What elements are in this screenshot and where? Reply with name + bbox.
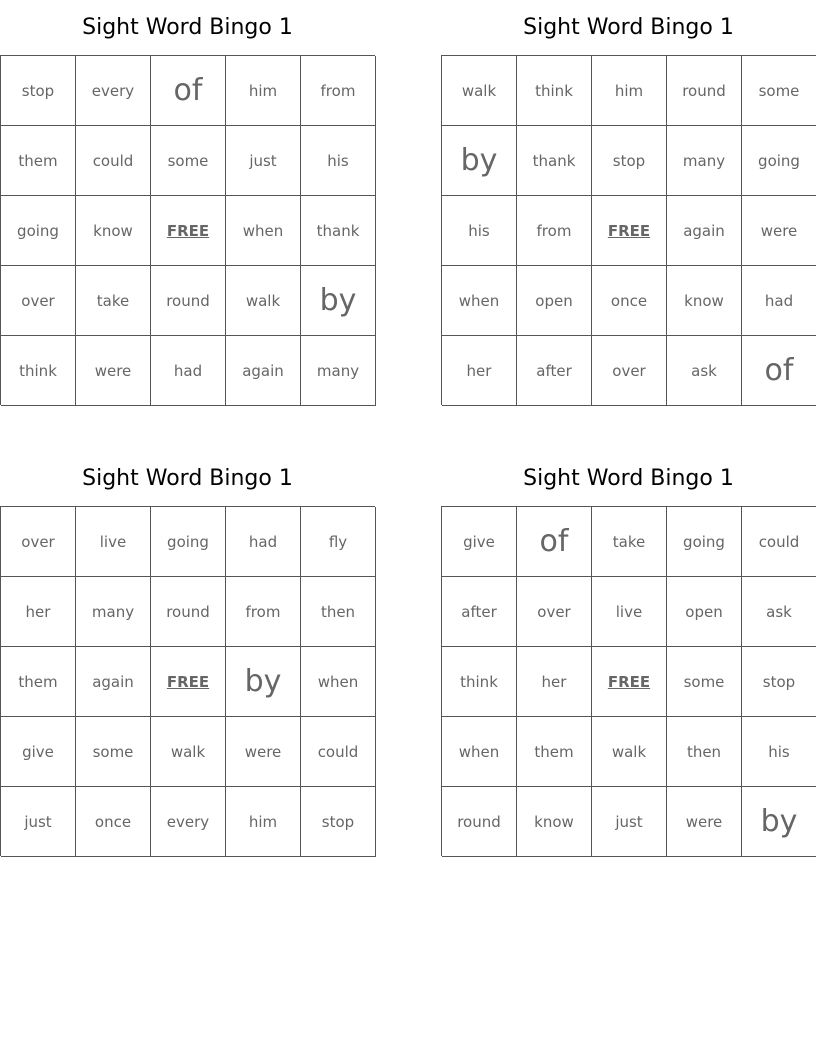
bingo-cell: again xyxy=(226,336,301,406)
free-space-cell: FREE xyxy=(592,647,667,717)
bingo-cell: over xyxy=(1,266,76,336)
bingo-cell: think xyxy=(517,56,592,126)
bingo-cell: over xyxy=(517,577,592,647)
bingo-cell: fly xyxy=(301,507,376,577)
bingo-cell: her xyxy=(442,336,517,406)
bingo-cell: every xyxy=(76,56,151,126)
bingo-cell: could xyxy=(742,507,816,577)
bingo-card-3 xyxy=(0,451,375,856)
bingo-cell: some xyxy=(151,126,226,196)
bingo-cell: could xyxy=(76,126,151,196)
free-space-cell: FREE xyxy=(592,196,667,266)
bingo-cell: again xyxy=(76,647,151,717)
bingo-cell: every xyxy=(151,787,226,857)
bingo-cell: some xyxy=(667,647,742,717)
bingo-cell: just xyxy=(592,787,667,857)
free-space-cell: FREE xyxy=(151,196,226,266)
bingo-cell: his xyxy=(742,717,816,787)
bingo-cell: his xyxy=(301,126,376,196)
bingo-cell: round xyxy=(442,787,517,857)
card-title: Sight Word Bingo 1 xyxy=(523,466,734,491)
bingo-cell: walk xyxy=(592,717,667,787)
card-title: Sight Word Bingo 1 xyxy=(82,466,293,491)
bingo-cell: open xyxy=(667,577,742,647)
bingo-cell: after xyxy=(517,336,592,406)
bingo-cell: thank xyxy=(301,196,376,266)
bingo-cell: walk xyxy=(226,266,301,336)
bingo-cell: think xyxy=(442,647,517,717)
bingo-cell: by xyxy=(442,126,517,196)
bingo-cell: once xyxy=(592,266,667,336)
bingo-cell: many xyxy=(667,126,742,196)
bingo-cell: when xyxy=(226,196,301,266)
bingo-cell: round xyxy=(151,577,226,647)
bingo-cell: give xyxy=(442,507,517,577)
bingo-cell: going xyxy=(667,507,742,577)
bingo-card-2 xyxy=(441,0,816,405)
bingo-cell: know xyxy=(517,787,592,857)
bingo-cell: him xyxy=(592,56,667,126)
bingo-cell: stop xyxy=(1,56,76,126)
bingo-cell: walk xyxy=(151,717,226,787)
bingo-cell: had xyxy=(226,507,301,577)
bingo-cell: going xyxy=(1,196,76,266)
bingo-cell: going xyxy=(742,126,816,196)
bingo-cell: of xyxy=(517,507,592,577)
free-space-cell: FREE xyxy=(151,647,226,717)
bingo-cell: know xyxy=(76,196,151,266)
bingo-cell: them xyxy=(1,647,76,717)
bingo-cell: him xyxy=(226,56,301,126)
bingo-grid xyxy=(0,506,375,856)
bingo-cell: think xyxy=(1,336,76,406)
bingo-cell: his xyxy=(442,196,517,266)
bingo-cell: live xyxy=(592,577,667,647)
bingo-cell: some xyxy=(76,717,151,787)
bingo-card-4 xyxy=(441,451,816,856)
bingo-cell: take xyxy=(76,266,151,336)
bingo-cell: give xyxy=(1,717,76,787)
bingo-cell: some xyxy=(742,56,816,126)
bingo-cell: again xyxy=(667,196,742,266)
bingo-cell: of xyxy=(151,56,226,126)
bingo-cell: just xyxy=(1,787,76,857)
bingo-cell: from xyxy=(226,577,301,647)
bingo-cell: after xyxy=(442,577,517,647)
bingo-cell: then xyxy=(667,717,742,787)
bingo-cell: him xyxy=(226,787,301,857)
card-title: Sight Word Bingo 1 xyxy=(82,15,293,40)
bingo-cell: her xyxy=(1,577,76,647)
bingo-cell: of xyxy=(742,336,816,406)
bingo-cell: from xyxy=(301,56,376,126)
bingo-cell: ask xyxy=(742,577,816,647)
bingo-cell: then xyxy=(301,577,376,647)
bingo-grid xyxy=(441,506,816,856)
bingo-cell: open xyxy=(517,266,592,336)
bingo-cell: had xyxy=(742,266,816,336)
bingo-cell: going xyxy=(151,507,226,577)
bingo-cell: know xyxy=(667,266,742,336)
bingo-cell: from xyxy=(517,196,592,266)
bingo-cell: many xyxy=(301,336,376,406)
bingo-cell: them xyxy=(1,126,76,196)
bingo-cell: round xyxy=(667,56,742,126)
bingo-cell: stop xyxy=(592,126,667,196)
bingo-cell: when xyxy=(442,266,517,336)
bingo-cell: thank xyxy=(517,126,592,196)
bingo-cell: over xyxy=(1,507,76,577)
bingo-cell: were xyxy=(226,717,301,787)
bingo-cell: take xyxy=(592,507,667,577)
bingo-cell: many xyxy=(76,577,151,647)
bingo-grid xyxy=(0,55,375,405)
bingo-cell: live xyxy=(76,507,151,577)
bingo-cell: stop xyxy=(742,647,816,717)
bingo-cell: her xyxy=(517,647,592,717)
bingo-cell: could xyxy=(301,717,376,787)
bingo-cell: by xyxy=(226,647,301,717)
bingo-cell: walk xyxy=(442,56,517,126)
bingo-cell: were xyxy=(742,196,816,266)
bingo-cell: round xyxy=(151,266,226,336)
bingo-cell: were xyxy=(76,336,151,406)
bingo-cell: just xyxy=(226,126,301,196)
bingo-cell: once xyxy=(76,787,151,857)
bingo-cell: were xyxy=(667,787,742,857)
bingo-cell: stop xyxy=(301,787,376,857)
bingo-cell: ask xyxy=(667,336,742,406)
bingo-cell: them xyxy=(517,717,592,787)
bingo-cell: over xyxy=(592,336,667,406)
bingo-cell: when xyxy=(442,717,517,787)
card-title: Sight Word Bingo 1 xyxy=(523,15,734,40)
bingo-cell: by xyxy=(742,787,816,857)
bingo-grid xyxy=(441,55,816,405)
bingo-cell: had xyxy=(151,336,226,406)
bingo-card-1 xyxy=(0,0,375,405)
bingo-cell: when xyxy=(301,647,376,717)
bingo-cell: by xyxy=(301,266,376,336)
